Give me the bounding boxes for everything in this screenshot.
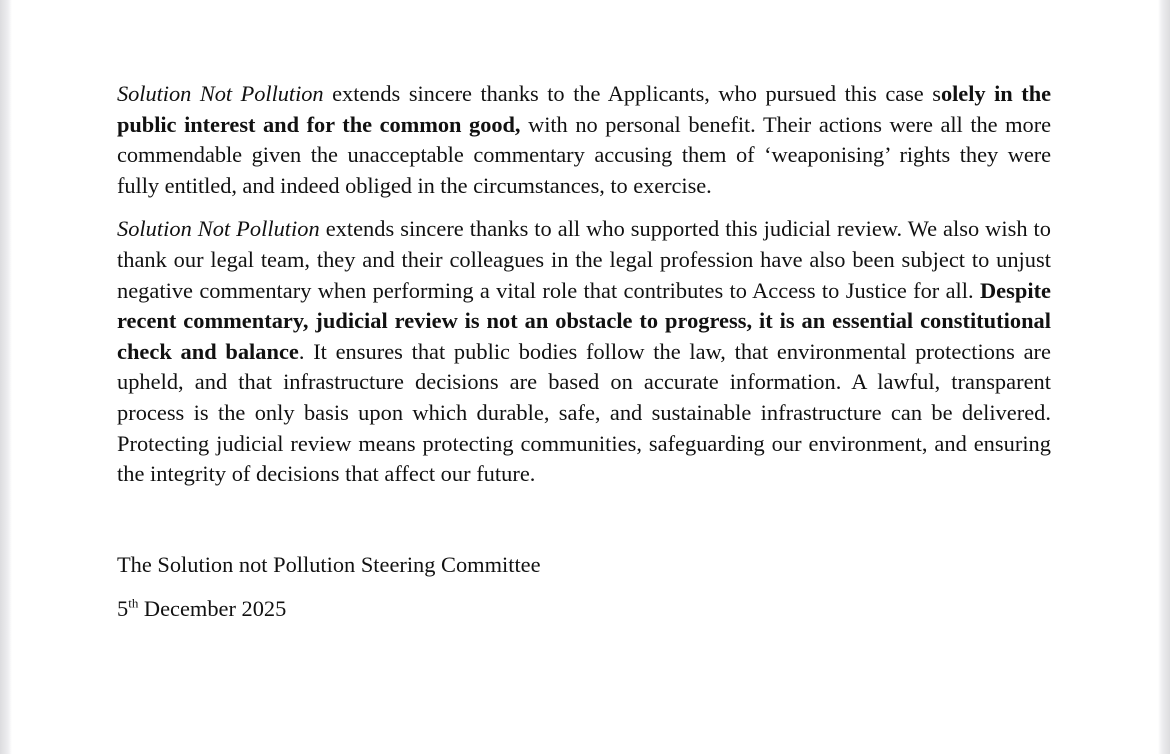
- org-name-italic: Solution Not Pollution: [117, 216, 320, 242]
- paragraph-text: . It ensures that public bodies follow the law, that environmental protections are upheld, and that infrastructure decisions are based on accurate information. A lawful, transparent process is the only basis upon which durable, safe, and sustainable infrastructure can be delivered. Protecting judicial review means protecting communities, safeguarding our environment, and ensuring the integrity of decisions that affect our future.: [117, 338, 1051, 487]
- date-month-year: December 2025: [138, 595, 287, 621]
- paragraph-thanks-supporters: [117, 214, 1051, 489]
- date-day: 5: [117, 595, 129, 621]
- paragraph-text: extends sincere thanks to all who supported this judicial review. We also wish to thank our legal team, they and their colleagues in the legal profession have also been subject to unjust negative commentary when performing a vital role that contributes to Access to Justice for all.: [117, 216, 1051, 303]
- org-name-italic: Solution Not Pollution: [117, 81, 324, 106]
- paragraph-thanks-applicants: [117, 79, 1051, 201]
- date-ordinal-suffix: th: [128, 595, 139, 611]
- paragraph-text: with no personal benefit. Their actions were all the more commendable given the unacceptable commentary accusing them of ‘weaponising’ rights they were fully entitled, and indeed obliged in the circumstances, to exercise.: [117, 111, 1051, 198]
- emphasis-bold: olely in the public interest and for the common good,: [117, 81, 1051, 137]
- document-page: [12, 0, 1158, 754]
- document-body: [117, 79, 1051, 624]
- signature-committee: The Solution not Pollution Steering Committee: [117, 551, 541, 577]
- emphasis-bold: Despite recent commentary, judicial review is not an obstacle to progress, it is an essential constitutional check and balance: [117, 277, 1051, 364]
- signature-date: [117, 594, 1051, 624]
- paragraph-text: extends sincere thanks to the Applicants, who pursued this case s: [323, 81, 941, 106]
